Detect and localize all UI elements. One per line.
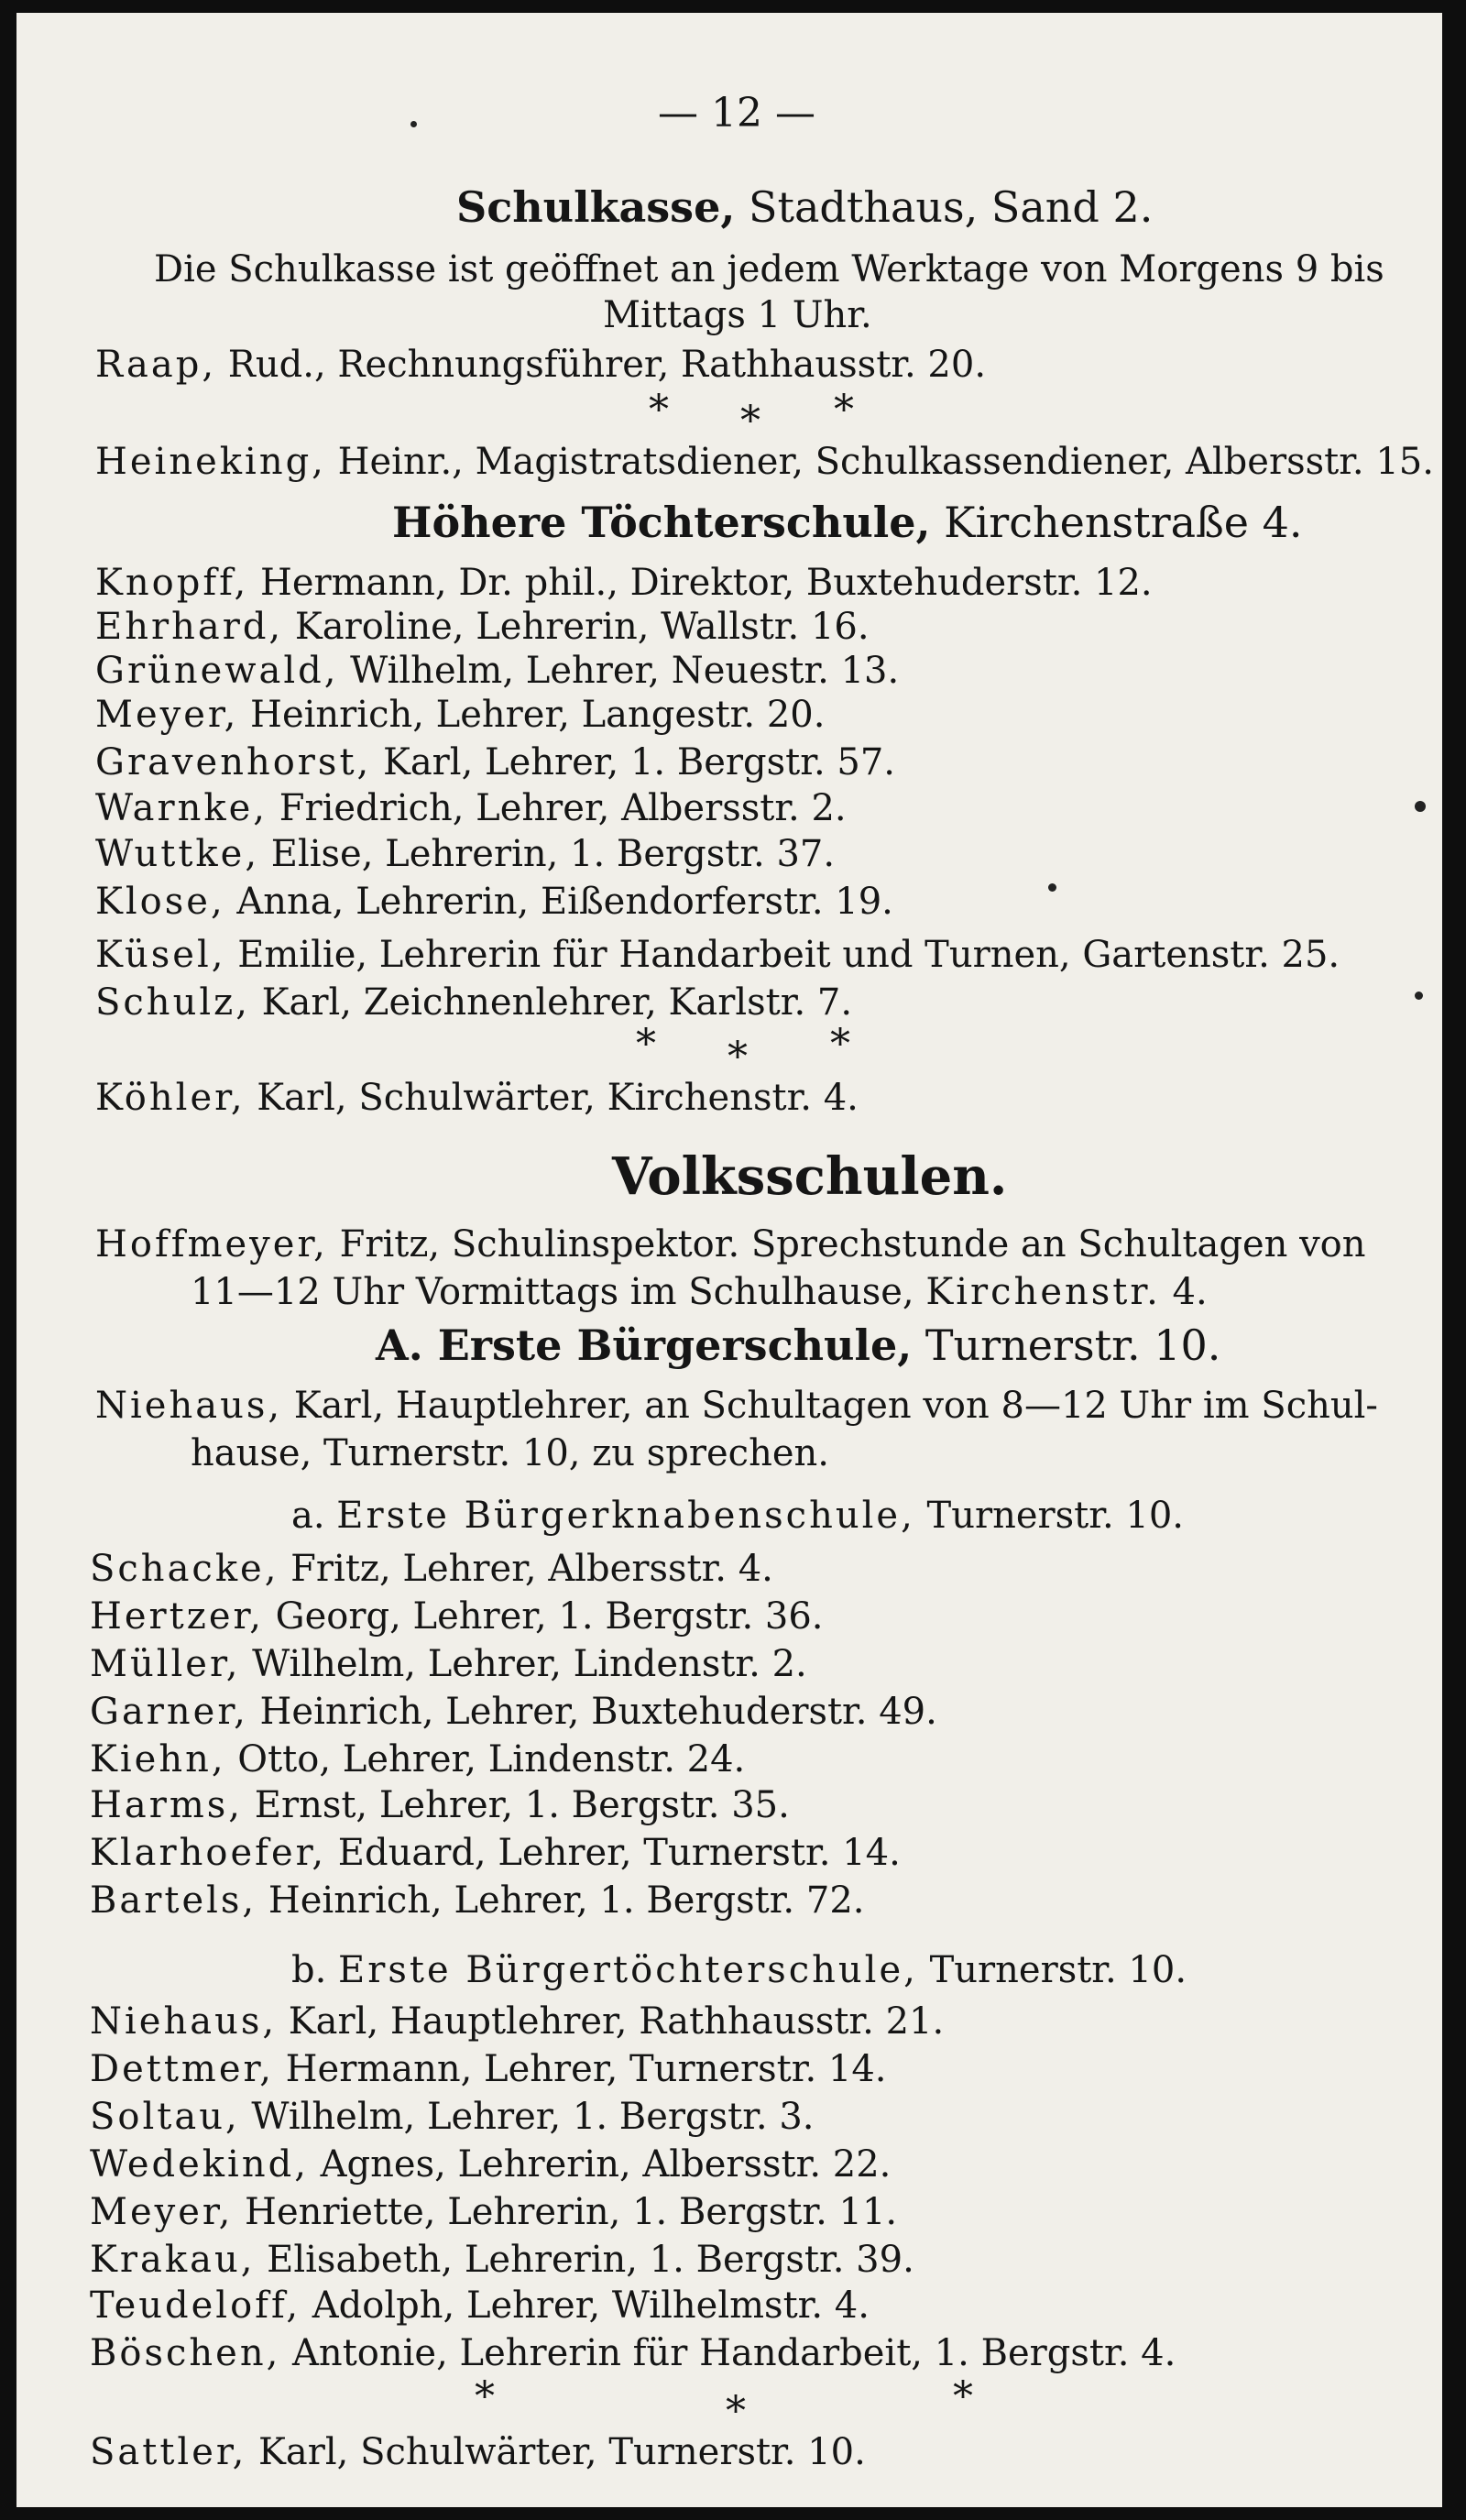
separator-star: * [728, 1034, 748, 1080]
entry-meyer-heinrich: Meyer, Heinrich, Lehrer, Langestr. 20. [95, 694, 826, 736]
entry-gravenhorst: Gravenhorst, Karl, Lehrer, 1. Bergstr. 57. [95, 741, 896, 783]
schulkasse-hours-line-1: Die Schulkasse ist geöffnet an jedem Werktage von Morgens 9 bis [154, 248, 1384, 290]
entry-soltau: Soltau, Wilhelm, Lehrer, 1. Bergstr. 3. [90, 2096, 815, 2138]
ink-speck [1048, 883, 1056, 892]
entry-wuttke: Wuttke, Elise, Lehrerin, 1. Bergstr. 37. [95, 833, 836, 875]
entry-niehaus-line-1: Niehaus, Karl, Hauptlehrer, an Schultagen von 8—12 Uhr im Schul- [95, 1385, 1378, 1427]
entry-warnke: Warnke, Friedrich, Lehrer, Albersstr. 2. [95, 787, 847, 829]
entry-knopff: Knopff, Hermann, Dr. phil., Direktor, Buxtehuderstr. 12. [95, 562, 1153, 604]
separator-star: * [475, 2373, 495, 2420]
entry-teudeloff: Teudeloff, Adolph, Lehrer, Wilhelmstr. 4. [90, 2284, 870, 2327]
separator-star: * [830, 1021, 850, 1068]
separator-stars [16, 2373, 1442, 2435]
ink-speck [1415, 801, 1426, 812]
entry-boeschen: Böschen, Antonie, Lehrerin für Handarbeit, 1. Bergstr. 4. [90, 2332, 1176, 2374]
separator-stars [16, 1019, 1442, 1080]
separator-star: * [649, 387, 669, 433]
separator-star: * [953, 2373, 973, 2420]
entry-sattler: Sattler, Karl, Schulwärter, Turnerstr. 10. [90, 2431, 866, 2473]
entry-meyer-henriette: Meyer, Henriette, Lehrerin, 1. Bergstr. 11. [90, 2191, 898, 2233]
entry-dettmer: Dettmer, Hermann, Lehrer, Turnerstr. 14. [90, 2048, 887, 2090]
entry-hertzer: Hertzer, Georg, Lehrer, 1. Bergstr. 36. [90, 1595, 824, 1638]
separator-star: * [740, 398, 760, 444]
toechterschule-heading: Höhere Töchterschule, Kirchenstraße 4. [392, 498, 1303, 547]
entry-hoffmeyer-line-1: Hoffmeyer, Fritz, Schulinspektor. Sprechstunde an Schultagen von [95, 1223, 1366, 1265]
entry-heineking: Heineking, Heinr., Magistratsdiener, Schulkassendiener, Albersstr. 15. [95, 441, 1434, 483]
entry-klose: Klose, Anna, Lehrerin, Eißendorferstr. 19. [95, 881, 893, 923]
entry-schulz: Schulz, Karl, Zeichnenlehrer, Karlstr. 7. [95, 981, 853, 1024]
entry-kiehn: Kiehn, Otto, Lehrer, Lindenstr. 24. [90, 1738, 746, 1780]
ink-speck [410, 121, 417, 127]
entry-gruenewald: Grünewald, Wilhelm, Lehrer, Neuestr. 13. [95, 650, 900, 692]
entry-garner: Garner, Heinrich, Lehrer, Buxtehuderstr. 49. [90, 1691, 937, 1733]
entry-schacke: Schacke, Fritz, Lehrer, Albersstr. 4. [90, 1548, 773, 1590]
separator-star: * [834, 387, 854, 433]
ink-speck [1415, 992, 1423, 1000]
schulkasse-heading: Schulkasse, Stadthaus, Sand 2. [456, 182, 1154, 232]
entry-mueller: Müller, Wilhelm, Lehrer, Lindenstr. 2. [90, 1643, 807, 1685]
document-page [16, 13, 1442, 2507]
entry-bartels: Bartels, Heinrich, Lehrer, 1. Bergstr. 72. [90, 1879, 865, 1922]
entry-krakau: Krakau, Elisabeth, Lehrerin, 1. Bergstr. 39. [90, 2239, 914, 2281]
page-number: — 12 — [658, 90, 815, 137]
schulkasse-hours-line-2: Mittags 1 Uhr. [603, 294, 872, 336]
entry-niehaus-line-2: hause, Turnerstr. 10, zu sprechen. [191, 1432, 829, 1474]
volksschulen-heading: Volksschulen. [612, 1146, 1008, 1207]
entry-klarhoefer: Klarhoefer, Eduard, Lehrer, Turnerstr. 14. [90, 1832, 901, 1874]
separator-star: * [636, 1021, 656, 1068]
entry-wedekind: Wedekind, Agnes, Lehrerin, Albersstr. 22. [90, 2143, 892, 2186]
entry-ehrhard: Ehrhard, Karoline, Lehrerin, Wallstr. 16. [95, 606, 870, 648]
separator-star: * [726, 2388, 746, 2435]
separator-stars [16, 385, 1442, 444]
entry-hoffmeyer-line-2: 11—12 Uhr Vormittags im Schulhause, Kirchenstr. 4. [191, 1271, 1208, 1313]
entry-raap: Raap, Rud., Rechnungsführer, Rathhausstr. 20. [95, 344, 987, 386]
entry-koehler: Köhler, Karl, Schulwärter, Kirchenstr. 4. [95, 1077, 859, 1119]
entry-harms: Harms, Ernst, Lehrer, 1. Bergstr. 35. [90, 1784, 790, 1826]
toechterschule-b-heading: b. Erste Bürgertöchterschule, Turnerstr. 10. [291, 1949, 1187, 1991]
knabenschule-heading: a. Erste Bürgerknabenschule, Turnerstr. 10. [291, 1495, 1184, 1537]
entry-niehaus-b: Niehaus, Karl, Hauptlehrer, Rathhausstr. 21. [90, 2000, 945, 2043]
entry-kuesel: Küsel, Emilie, Lehrerin für Handarbeit und Turnen, Gartenstr. 25. [95, 934, 1340, 976]
buergerschule-heading: A. Erste Bürgerschule, Turnerstr. 10. [376, 1320, 1221, 1370]
